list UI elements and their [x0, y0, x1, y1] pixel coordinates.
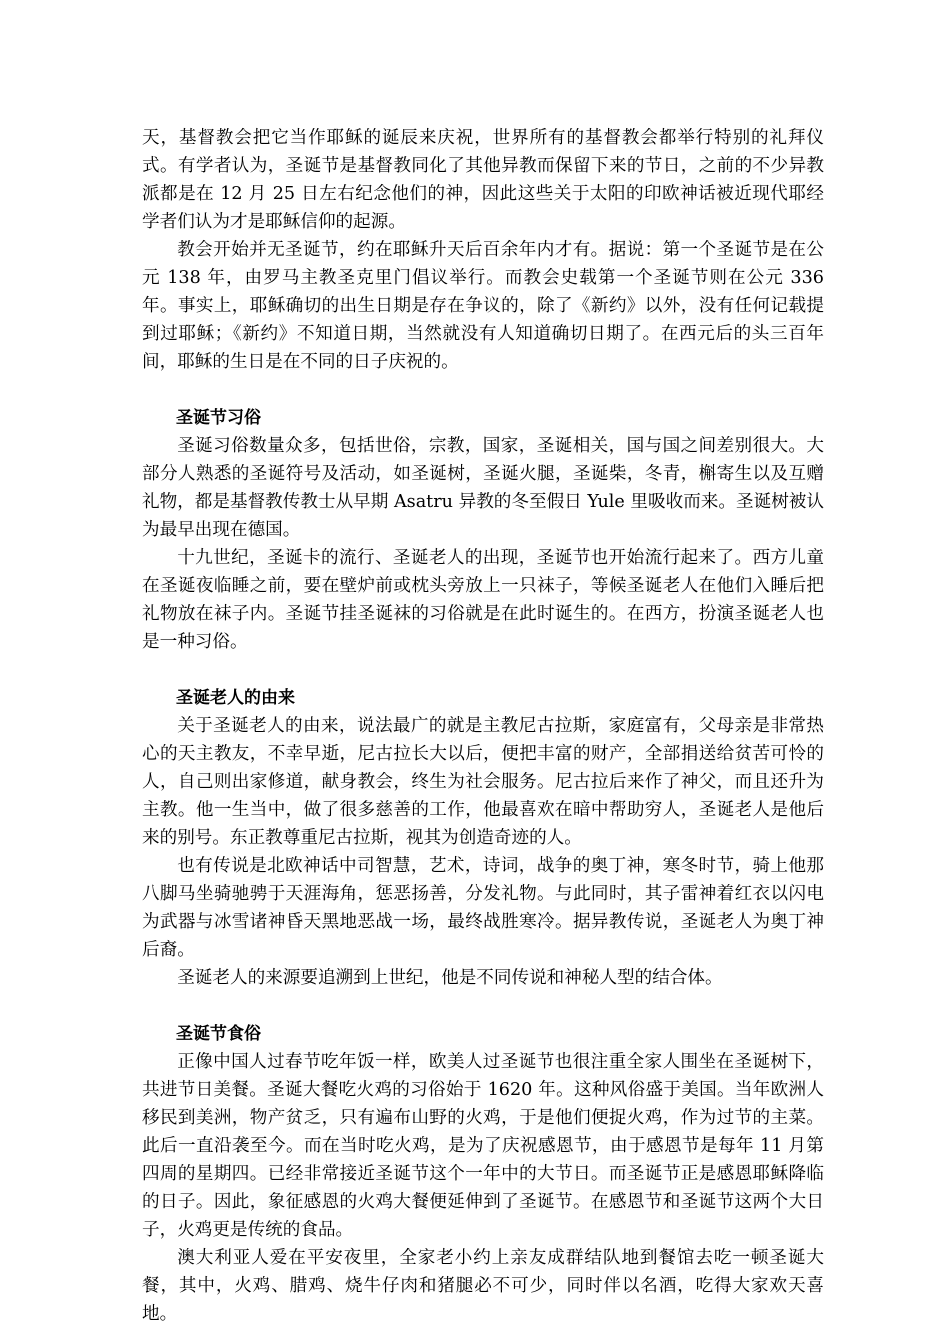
section-heading: 圣诞老人的由来 — [176, 688, 295, 708]
paragraph: 圣诞老人的来源要追溯到上世纪，他是不同传说和神秘人型的结合体。 — [177, 968, 723, 988]
paragraph: 关于圣诞老人的由来，说法最广的就是主教尼古拉斯，家庭富有，父母亲是非常热心的天主教友，不幸早逝，尼古拉长大以后，便把丰富的财产，全部捐送给贫苦可怜的人，自己则出家修道，献身教会，终生为社会服务。尼古拉后来作了神父，而且还升为主教。他一生当中，做了很多慈善的工作，他最喜欢在暗中帮助穷人，圣诞老人是他后来的别号。东正教尊重尼古拉斯，视其为创造奇迹的人。 — [142, 716, 824, 848]
paragraph: 教会开始并无圣诞节，约在耶稣升天后百余年内才有。据说：第一个圣诞节是在公元 138 年，由罗马主教圣克里门倡议举行。而教会史载第一个圣诞节则在公元 336 年。事实上，耶稣确切的出生日期是存在争议的，除了《新约》以外，没有任何记载提到过耶稣；《新约》不知道日期，当然就没有人知道确切日期了。在西元后的头三百年间，耶稣的生日是在不同的日子庆祝的。 — [142, 240, 824, 372]
paragraph: 正像中国人过春节吃年饭一样，欧美人过圣诞节也很注重全家人围坐在圣诞树下，共进节日美餐。圣诞大餐吃火鸡的习俗始于 1620 年。这种风俗盛于美国。当年欧洲人移民到美洲，物产贫乏，只有遍布山野的火鸡，于是他们便捉火鸡，作为过节的主菜。此后一直沿袭至今。而在当时吃火鸡，是为了庆祝感恩节，由于感恩节是每年 11 月第四周的星期四。已经非常接近圣诞节这个一年中的大节日。而圣诞节正是感恩耶稣降临的日子。因此，象征感恩的火鸡大餐便延伸到了圣诞节。在感恩节和圣诞节这两个大日子，火鸡更是传统的食品。 — [142, 1052, 824, 1240]
paragraph: 澳大利亚人爱在平安夜里，全家老小约上亲友成群结队地到餐馆去吃一顿圣诞大餐，其中，火鸡、腊鸡、烧牛仔肉和猪腿必不可少，同时伴以名酒，吃得大家欢天喜地。 — [142, 1248, 824, 1324]
paragraph: 圣诞习俗数量众多，包括世俗，宗教，国家，圣诞相关，国与国之间差别很大。大部分人熟悉的圣诞符号及活动，如圣诞树，圣诞火腿，圣诞柴，冬青，槲寄生以及互赠礼物，都是基督教传教士从早期 Asatru 异教的冬至假日 Yule 里吸收而来。圣诞树被认为最早出现在德国。 — [142, 436, 824, 540]
paragraph: 也有传说是北欧神话中司智慧，艺术，诗词，战争的奥丁神，寒冬时节，骑上他那八脚马坐骑驰骋于天涯海角，惩恶扬善，分发礼物。与此同时，其子雷神着红衣以闪电为武器与冰雪诸神昏天黑地恶战一场，最终战胜寒冷。据异教传说，圣诞老人为奥丁神后裔。 — [142, 856, 824, 960]
paragraph: 天，基督教会把它当作耶稣的诞辰来庆祝，世界所有的基督教会都举行特别的礼拜仪式。有学者认为，圣诞节是基督教同化了其他异教而保留下来的节日，之前的不少异教派都是在 12 月 25 日左右纪念他们的神，因此这些关于太阳的印欧神话被近现代耶经学者们认为才是耶稣信仰的起源。 — [142, 128, 824, 232]
section-heading: 圣诞节食俗 — [176, 1024, 261, 1044]
section-heading: 圣诞节习俗 — [176, 408, 261, 428]
document-page — [142, 124, 824, 1328]
paragraph: 十九世纪，圣诞卡的流行、圣诞老人的出现，圣诞节也开始流行起来了。西方儿童在圣诞夜临睡之前，要在壁炉前或枕头旁放上一只袜子，等候圣诞老人在他们入睡后把礼物放在袜子内。圣诞节挂圣诞袜的习俗就是在此时诞生的。在西方，扮演圣诞老人也是一种习俗。 — [142, 548, 824, 652]
